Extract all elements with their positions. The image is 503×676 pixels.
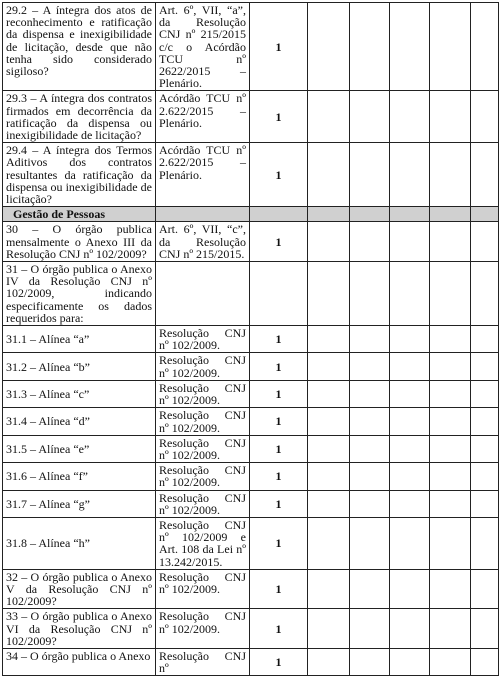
score-cell: 1 [250,380,308,407]
item-description: 31.4 – Alínea “d” [3,408,156,435]
legal-reference: Resolução CNJ nº 102/2009. [156,326,250,353]
score-cell: 1 [250,408,308,435]
legal-reference: Art. 6º, VII, “a”, da Resolução CNJ nº 215/2015 c/c o Acórdão TCU nº 2622/2015 – Plenário. [156,3,250,91]
empty-cell [350,648,390,675]
empty-cell [350,569,390,609]
item-description: 34 – O órgão publica o Anexo [3,648,156,675]
empty-cell [350,490,390,517]
empty-cell [350,262,390,326]
legal-reference: Resolução CNJ nº 102/2009. [156,353,250,380]
empty-cell [390,207,430,222]
empty-cell [308,463,350,490]
score-cell: 1 [250,353,308,380]
empty-cell [350,380,390,407]
empty-cell [308,408,350,435]
empty-cell [350,353,390,380]
legal-reference: Acórdão TCU nº 2.622/2015 – Plenário. [156,91,250,143]
item-description: 31.2 – Alínea “b” [3,353,156,380]
item-description: 29.3 – A íntegra dos contratos firmados em decorrência da ratificação da dispensa ou inexigibilidade de licitação? [3,91,156,143]
empty-cell [430,326,471,353]
empty-cell [471,91,499,143]
empty-cell [308,222,350,262]
empty-cell [471,463,499,490]
empty-cell [471,326,499,353]
legal-reference: Resolução CNJ nº 102/2009. [156,463,250,490]
legal-reference: Resolução CNJ nº 102/2009. [156,569,250,609]
empty-cell [350,609,390,649]
score-cell [250,262,308,326]
empty-cell [308,207,350,222]
empty-cell [308,353,350,380]
legal-reference: Resolução CNJ nº 102/2009. [156,408,250,435]
score-cell: 1 [250,609,308,649]
legal-reference: Resolução CNJ nº [156,648,250,675]
empty-cell [430,262,471,326]
empty-cell [430,353,471,380]
table-row [3,517,499,569]
item-description: 31 – O órgão publica o Anexo IV da Resolução CNJ nº 102/2009, indicando especificamente os dados requeridos para: [3,262,156,326]
item-description: 31.6 – Alínea “f” [3,463,156,490]
score-cell: 1 [250,326,308,353]
empty-cell [430,408,471,435]
empty-cell [471,435,499,462]
score-cell: 1 [250,91,308,143]
empty-cell [350,408,390,435]
empty-cell [471,517,499,569]
transparency-checklist-table [2,2,499,676]
empty-cell [471,490,499,517]
empty-cell [308,91,350,143]
table-row [3,380,499,407]
score-cell: 1 [250,3,308,91]
empty-cell [471,380,499,407]
score-cell: 1 [250,435,308,462]
empty-cell [350,463,390,490]
empty-cell [308,569,350,609]
item-description: 30 – O órgão publica mensalmente o Anexo III da Resolução CNJ nº 102/2009? [3,222,156,262]
table-row [3,3,499,91]
empty-cell [390,490,430,517]
empty-cell [390,569,430,609]
empty-cell [350,143,390,207]
empty-cell [308,326,350,353]
score-cell: 1 [250,143,308,207]
empty-cell [308,3,350,91]
empty-cell [430,435,471,462]
empty-cell [390,609,430,649]
empty-cell [390,262,430,326]
legal-reference: Acórdão TCU nº 2.622/2015 – Plenário. [156,143,250,207]
table-row [3,222,499,262]
empty-cell [390,353,430,380]
empty-cell [350,222,390,262]
empty-cell [350,3,390,91]
empty-cell [308,262,350,326]
table-row [3,262,499,326]
table-row [3,143,499,207]
item-description: 31.5 – Alínea “e” [3,435,156,462]
table-row [3,408,499,435]
table-row [3,353,499,380]
item-description: 31.8 – Alínea “h” [3,517,156,569]
empty-cell [308,609,350,649]
legal-reference: Resolução CNJ nº 102/2009. [156,380,250,407]
empty-cell [390,326,430,353]
empty-cell [390,408,430,435]
empty-cell [430,569,471,609]
empty-cell [430,91,471,143]
empty-cell [430,222,471,262]
empty-cell [390,463,430,490]
table-row [3,435,499,462]
empty-cell [390,517,430,569]
legal-reference [156,262,250,326]
empty-cell [430,517,471,569]
score-cell: 1 [250,648,308,675]
empty-cell [390,3,430,91]
empty-cell [308,435,350,462]
empty-cell [350,517,390,569]
empty-cell [430,207,471,222]
empty-cell [430,648,471,675]
empty-cell [471,648,499,675]
empty-cell [390,648,430,675]
legal-reference: Art. 6º, VII, “c”, da Resolução CNJ nº 215/2015. [156,222,250,262]
empty-cell [471,222,499,262]
empty-cell [308,490,350,517]
empty-cell [430,380,471,407]
empty-cell [471,353,499,380]
empty-cell [350,91,390,143]
score-cell: 1 [250,517,308,569]
empty-cell [308,380,350,407]
score-cell: 1 [250,222,308,262]
empty-cell [430,490,471,517]
empty-cell [430,143,471,207]
empty-cell [350,326,390,353]
score-cell: 1 [250,490,308,517]
legal-reference: Resolução CNJ nº 102/2009. [156,609,250,649]
table-row [3,326,499,353]
item-description: 31.1 – Alínea “a” [3,326,156,353]
empty-cell [471,408,499,435]
empty-cell [430,3,471,91]
score-cell: 1 [250,463,308,490]
empty-cell [471,609,499,649]
table-body [3,3,499,676]
table-row [3,648,499,675]
item-description: 31.3 – Alínea “c” [3,380,156,407]
table-row [3,569,499,609]
legal-reference: Resolução CNJ nº 102/2009. [156,435,250,462]
empty-cell [471,569,499,609]
section-title: Gestão de Pessoas [3,207,156,222]
empty-cell [390,91,430,143]
empty-cell [390,143,430,207]
table-row [3,91,499,143]
item-description: 33 – O órgão publica o Anexo VI da Resolução CNJ nº 102/2009? [3,609,156,649]
empty-cell [350,207,390,222]
table-row [3,490,499,517]
empty-cell [390,380,430,407]
item-description: 32 – O órgão publica o Anexo V da Resolução CNJ nº 102/2009? [3,569,156,609]
legal-reference: Resolução CNJ nº 102/2009 e Art. 108 da Lei nº 13.242/2015. [156,517,250,569]
empty-cell [308,648,350,675]
empty-cell [250,207,308,222]
empty-cell [308,517,350,569]
empty-cell [430,463,471,490]
score-cell: 1 [250,569,308,609]
table-row [3,463,499,490]
table-row [3,609,499,649]
empty-cell [471,207,499,222]
empty-cell [471,3,499,91]
empty-cell [390,222,430,262]
item-description: 29.2 – A íntegra dos atos de reconhecimento e ratificação da dispensa e inexigibilidade de licitação, desde que não tenha sido considerado sigiloso? [3,3,156,91]
empty-cell [308,143,350,207]
item-description: 31.7 – Alínea “g” [3,490,156,517]
empty-cell [350,435,390,462]
empty-cell [390,435,430,462]
legal-reference: Resolução CNJ nº 102/2009. [156,490,250,517]
empty-cell [471,143,499,207]
empty-cell [156,207,250,222]
empty-cell [430,609,471,649]
item-description: 29.4 – A íntegra dos Termos Aditivos dos contratos resultantes da ratificação da dispensa ou inexigibilidade de licitação? [3,143,156,207]
empty-cell [471,262,499,326]
section-header-row [3,207,499,222]
